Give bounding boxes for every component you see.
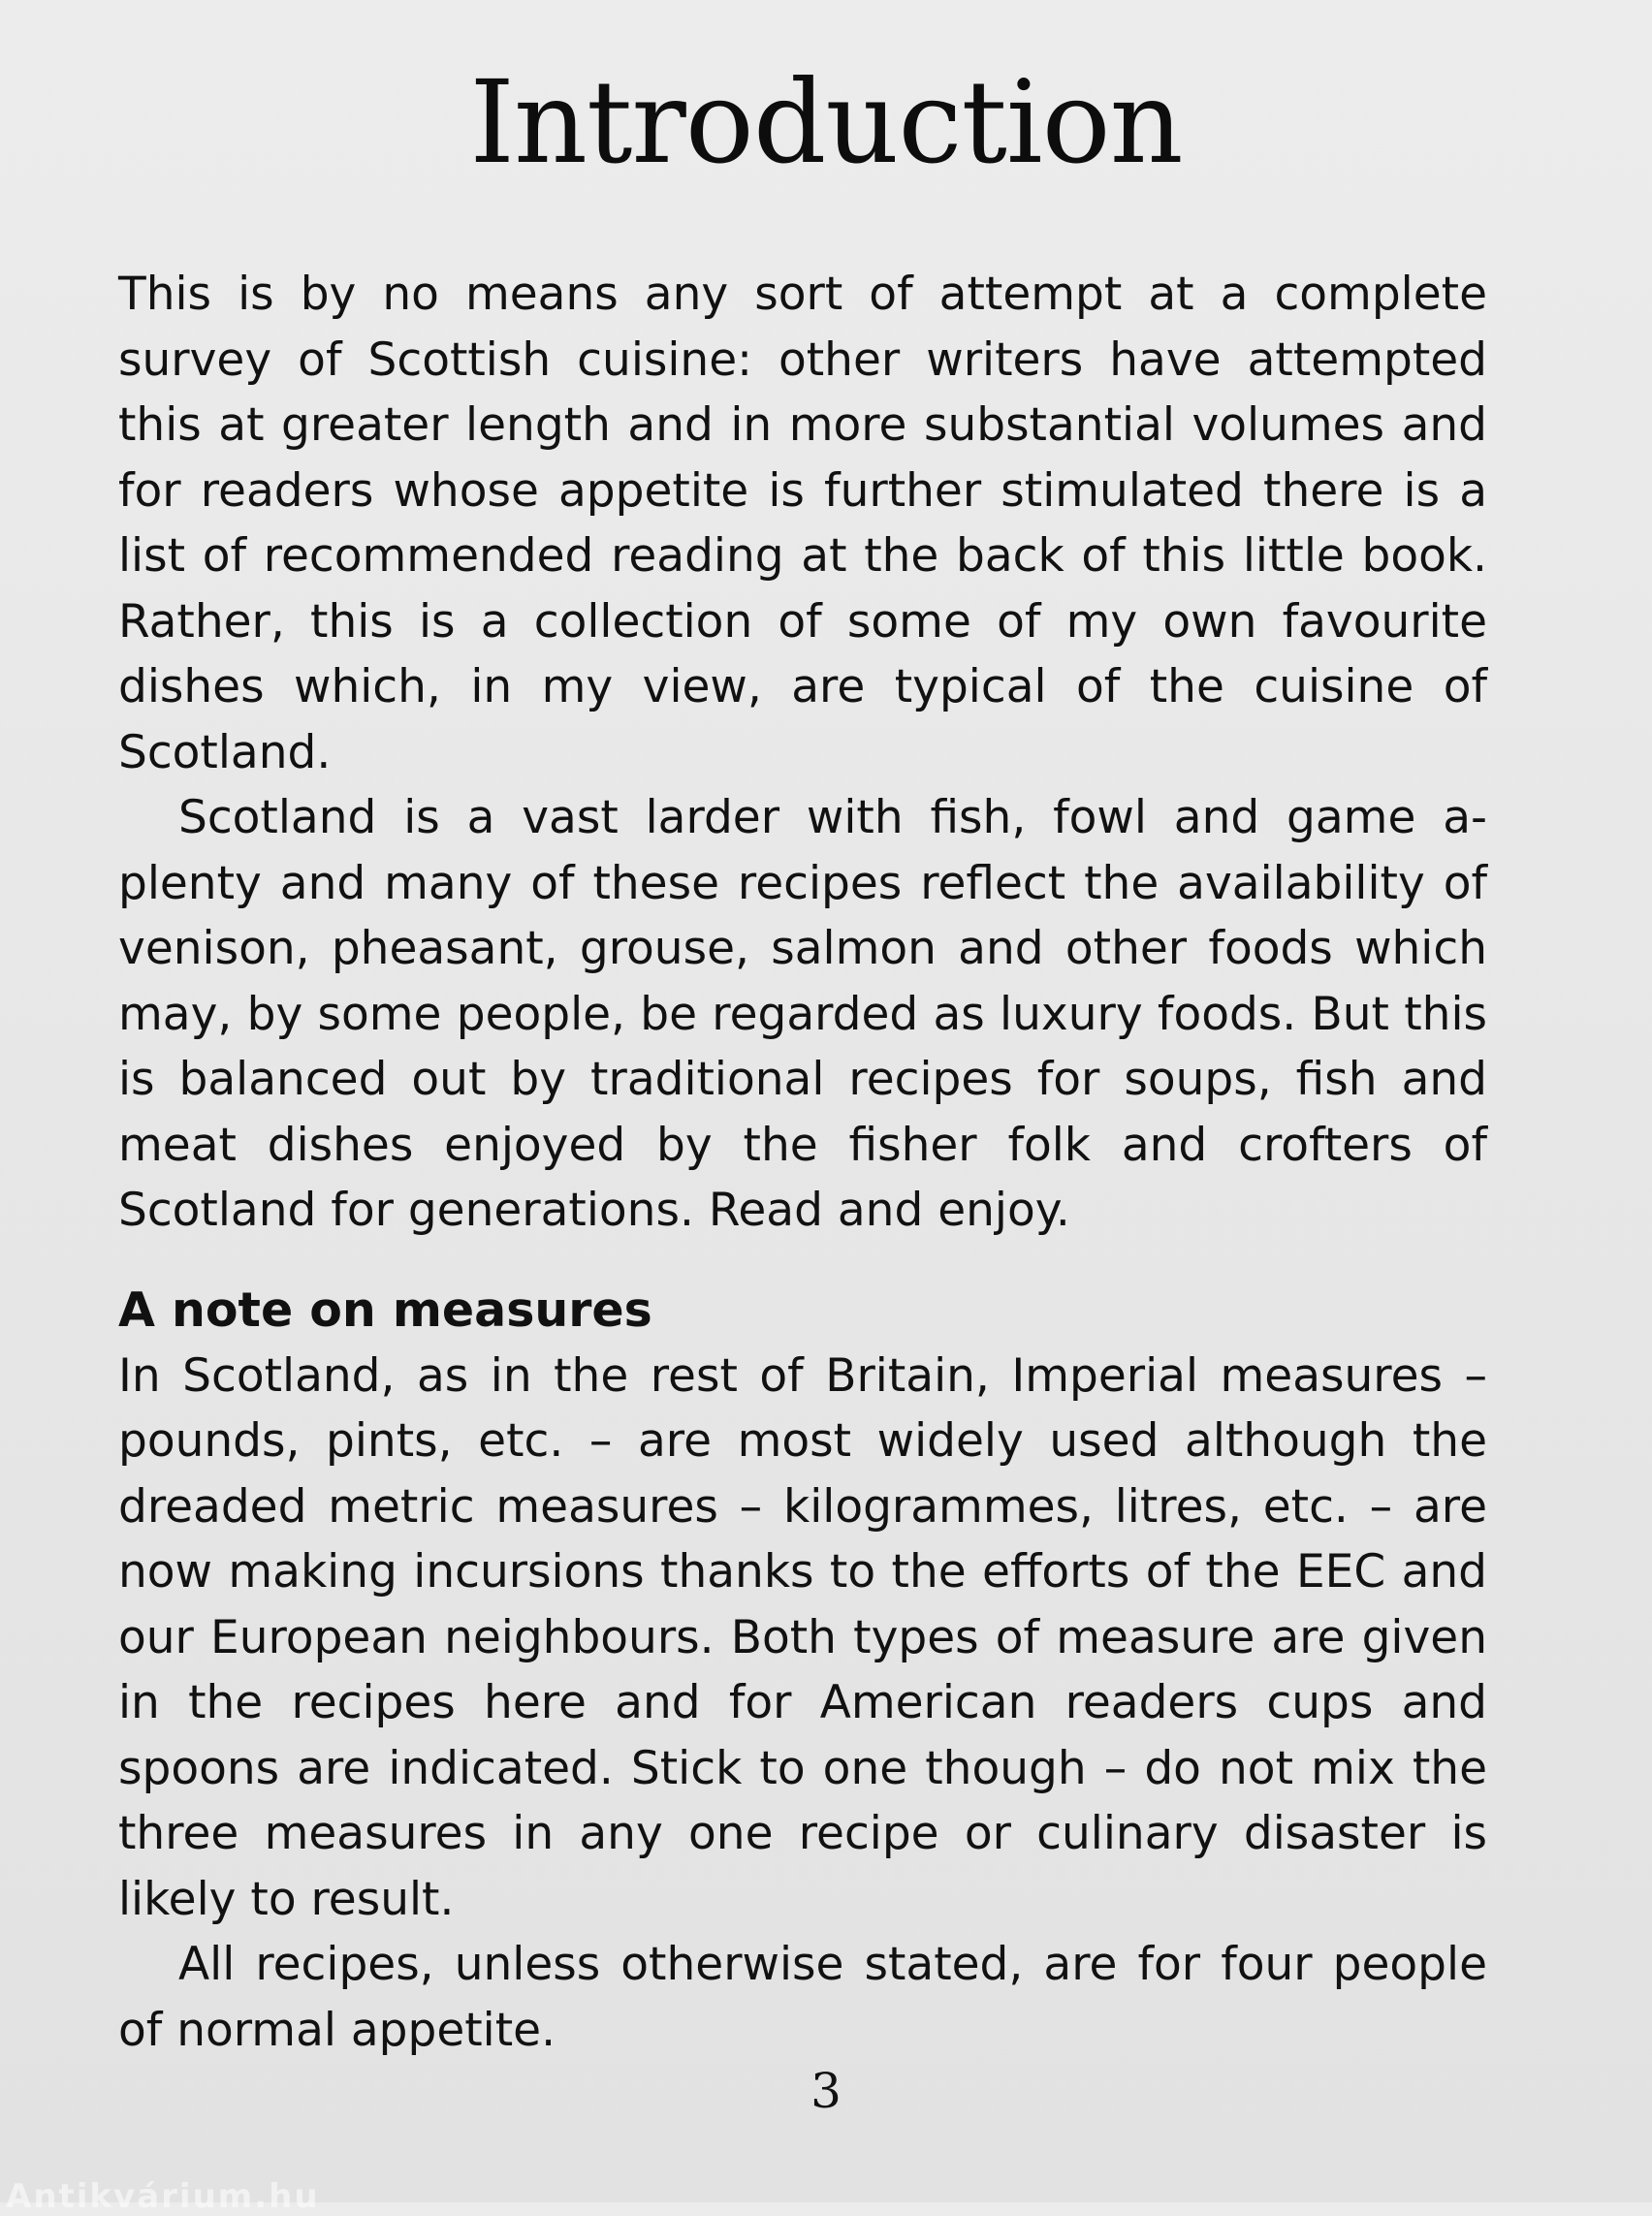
introduction-section [118, 262, 1487, 1244]
page-title: Introduction [469, 55, 1183, 189]
measures-heading: A note on measures [118, 1282, 652, 1338]
intro-paragraph-2: Scotland is a vast larder with fish, fowl and game a-plenty and many of these recipes reflect the availability of venison, pheasant, grouse, salmon and other foods which may, by some people, be regarded as luxury foods. But this is balanced out by traditional recipes for soups, fish and meat dishes enjoyed by the fisher folk and crofters of Scotland for generations. Read and enjoy. [118, 791, 1487, 1237]
measures-section [118, 1278, 1487, 2063]
measures-paragraph-2: All recipes, unless otherwise stated, are for four people of normal appetite. [118, 1938, 1487, 2057]
watermark: Antikvárium.hu [6, 2177, 320, 2216]
intro-paragraph-1: This is by no means any sort of attempt at a complete survey of Scottish cuisine: other writers have attempted this at greater length and in more substantial volumes and for readers whose appetite is further stimulated there is a list of recommended reading at the back of this little book. Rather, this is a collection of some of my own favourite dishes which, in my view, are typical of the cuisine of Scotland. [118, 268, 1487, 779]
page-number: 3 [810, 2063, 842, 2119]
measures-paragraph-1: In Scotland, as in the rest of Britain, Imperial measures – pounds, pints, etc. – are most widely used although the dreaded metric measures – kilogrammes, litres, etc. – are now making incursions thanks to the efforts of the EEC and our European neighbours. Both types of measure are given in the recipes here and for American readers cups and spoons are indicated. Stick to one though – do not mix the three measures in any one recipe or culinary disaster is likely to result. [118, 1348, 1487, 1926]
